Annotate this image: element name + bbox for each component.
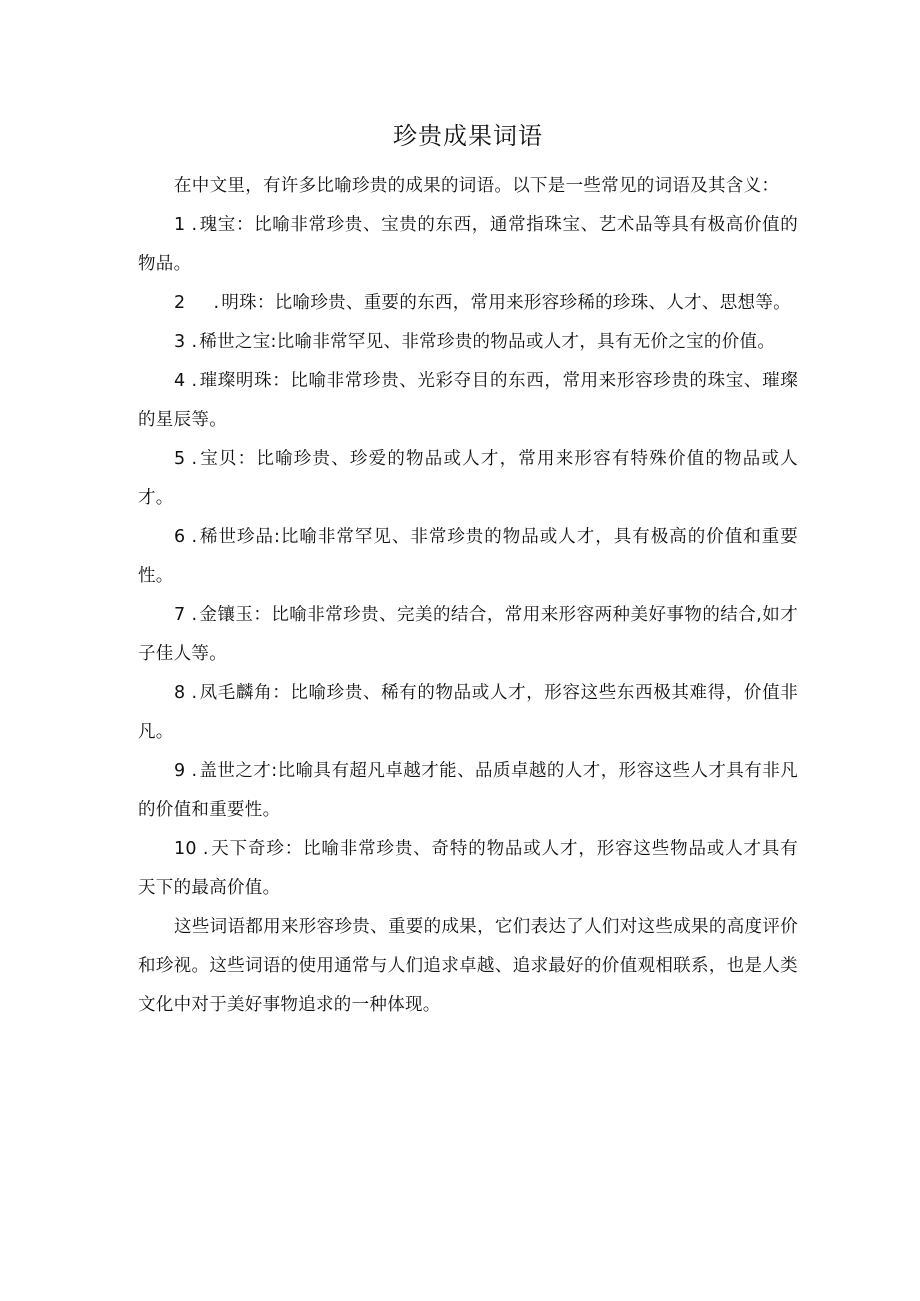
list-item-5: 5 . 宝贝：比喻珍贵、珍爱的物品或人才，常用来形容有特殊价值的物品或人才。: [138, 440, 798, 518]
document-title: 珍贵成果词语: [393, 122, 543, 150]
item-term: 金镶玉: [199, 605, 254, 625]
item-description: 比喻非常珍贵、宝贵的东西，通常指珠宝、艺术品等具有极高价值的物品。: [138, 215, 798, 274]
list-item-8: 8 . 凤毛麟角：比喻珍贵、稀有的物品或人才，形容这些东西极其难得，价值非凡。: [138, 674, 798, 752]
item-number: 10: [174, 839, 197, 859]
item-description: 比喻非常珍贵、奇特的物品或人才，形容这些物品或人才具有天下的最高价值。: [138, 839, 798, 898]
item-term: 天下奇珍: [210, 839, 285, 859]
list-item-6: 6 . 稀世珍品:比喻非常罕见、非常珍贵的物品或人才，具有极高的价值和重要性。: [138, 518, 798, 596]
item-number: 6: [174, 527, 186, 547]
item-number: 8: [174, 683, 186, 703]
item-description: 比喻非常罕见、非常珍贵的物品或人才，具有极高的价值和重要性。: [138, 527, 798, 586]
item-description: 比喻珍贵、稀有的物品或人才，形容这些东西极其难得，价值非凡。: [138, 683, 799, 742]
item-separator: ：: [237, 449, 257, 469]
list-item-2: 2 . 明珠：比喻珍贵、重要的东西，常用来形容珍稀的珍珠、人才、思想等。: [138, 284, 798, 323]
item-term: 盖世之才: [199, 761, 272, 781]
item-number: 4: [174, 371, 186, 391]
item-term: 瑰宝: [199, 215, 236, 235]
item-description: 比喻非常罕见、非常珍贵的物品或人才，具有无价之宝的价值。: [276, 332, 776, 352]
item-separator: ：: [284, 839, 304, 859]
item-description: 比喻具有超凡卓越才能、品质卓越的人才，形容这些人才具有非凡的价值和重要性。: [138, 761, 798, 820]
item-description: 比喻珍贵、重要的东西，常用来形容珍稀的珍珠、人才、思想等。: [274, 293, 791, 313]
list-item-7: 7 . 金镶玉：比喻非常珍贵、完美的结合，常用来形容两种美好事物的结合,如才子佳人等。: [138, 596, 798, 674]
item-description: 比喻珍贵、珍爱的物品或人才，常用来形容有特殊价值的物品或人才。: [138, 449, 798, 508]
item-term: 明珠: [221, 293, 257, 313]
intro-paragraph: 在中文里，有许多比喻珍贵的成果的词语。以下是一些常见的词语及其含义：: [174, 176, 780, 196]
list-item-9: 9 . 盖世之才:比喻具有超凡卓越才能、品质卓越的人才，形容这些人才具有非凡的价值和重要性。: [138, 752, 798, 830]
item-term: 稀世之宝: [199, 332, 271, 352]
item-number: 9: [174, 761, 186, 781]
item-description: 比喻非常珍贵、光彩夺目的东西，常用来形容珍贵的珠宝、璀璨的星辰等。: [138, 371, 799, 430]
item-number: 7: [174, 605, 186, 625]
item-term: 稀世珍品: [199, 527, 274, 547]
list-item-4: 4 . 璀璨明珠：比喻非常珍贵、光彩夺目的东西，常用来形容珍贵的珠宝、璀璨的星辰等。: [138, 362, 798, 440]
item-separator: ：: [272, 683, 291, 703]
item-separator: ：: [235, 215, 255, 235]
item-number: 3: [174, 332, 186, 352]
item-term: 凤毛麟角: [199, 683, 273, 703]
list-item-3: 3 . 稀世之宝:比喻非常罕见、非常珍贵的物品或人才，具有无价之宝的价值。: [138, 323, 798, 362]
conclusion-paragraph: 这些词语都用来形容珍贵、重要的成果，它们表达了人们对这些成果的高度评价和珍视。这些词语的使用通常与人们追求卓越、追求最好的价值观相联系，也是人类文化中对于美好事物追求的一种体现。: [138, 917, 798, 1015]
item-separator: :: [271, 761, 278, 781]
item-number: 2: [174, 293, 186, 313]
item-number: 1: [174, 215, 186, 235]
item-separator: ：: [272, 371, 291, 391]
item-separator: :: [270, 332, 277, 352]
item-separator: ：: [256, 293, 275, 313]
document-body: [138, 116, 798, 1025]
list-item-1: 1 . 瑰宝：比喻非常珍贵、宝贵的东西，通常指珠宝、艺术品等具有极高价值的物品。: [138, 206, 798, 284]
item-description: 比喻非常珍贵、完美的结合，常用来形容两种美好事物的结合,如才子佳人等。: [138, 605, 798, 664]
item-term: 璀璨明珠: [199, 371, 273, 391]
item-number: 5: [174, 449, 186, 469]
list-item-10: 10 . 天下奇珍：比喻非常珍贵、奇特的物品或人才，形容这些物品或人才具有天下的最高价值。: [138, 830, 798, 908]
item-separator: :: [273, 527, 281, 547]
item-separator: ：: [253, 605, 272, 625]
item-term: 宝贝: [199, 449, 238, 469]
